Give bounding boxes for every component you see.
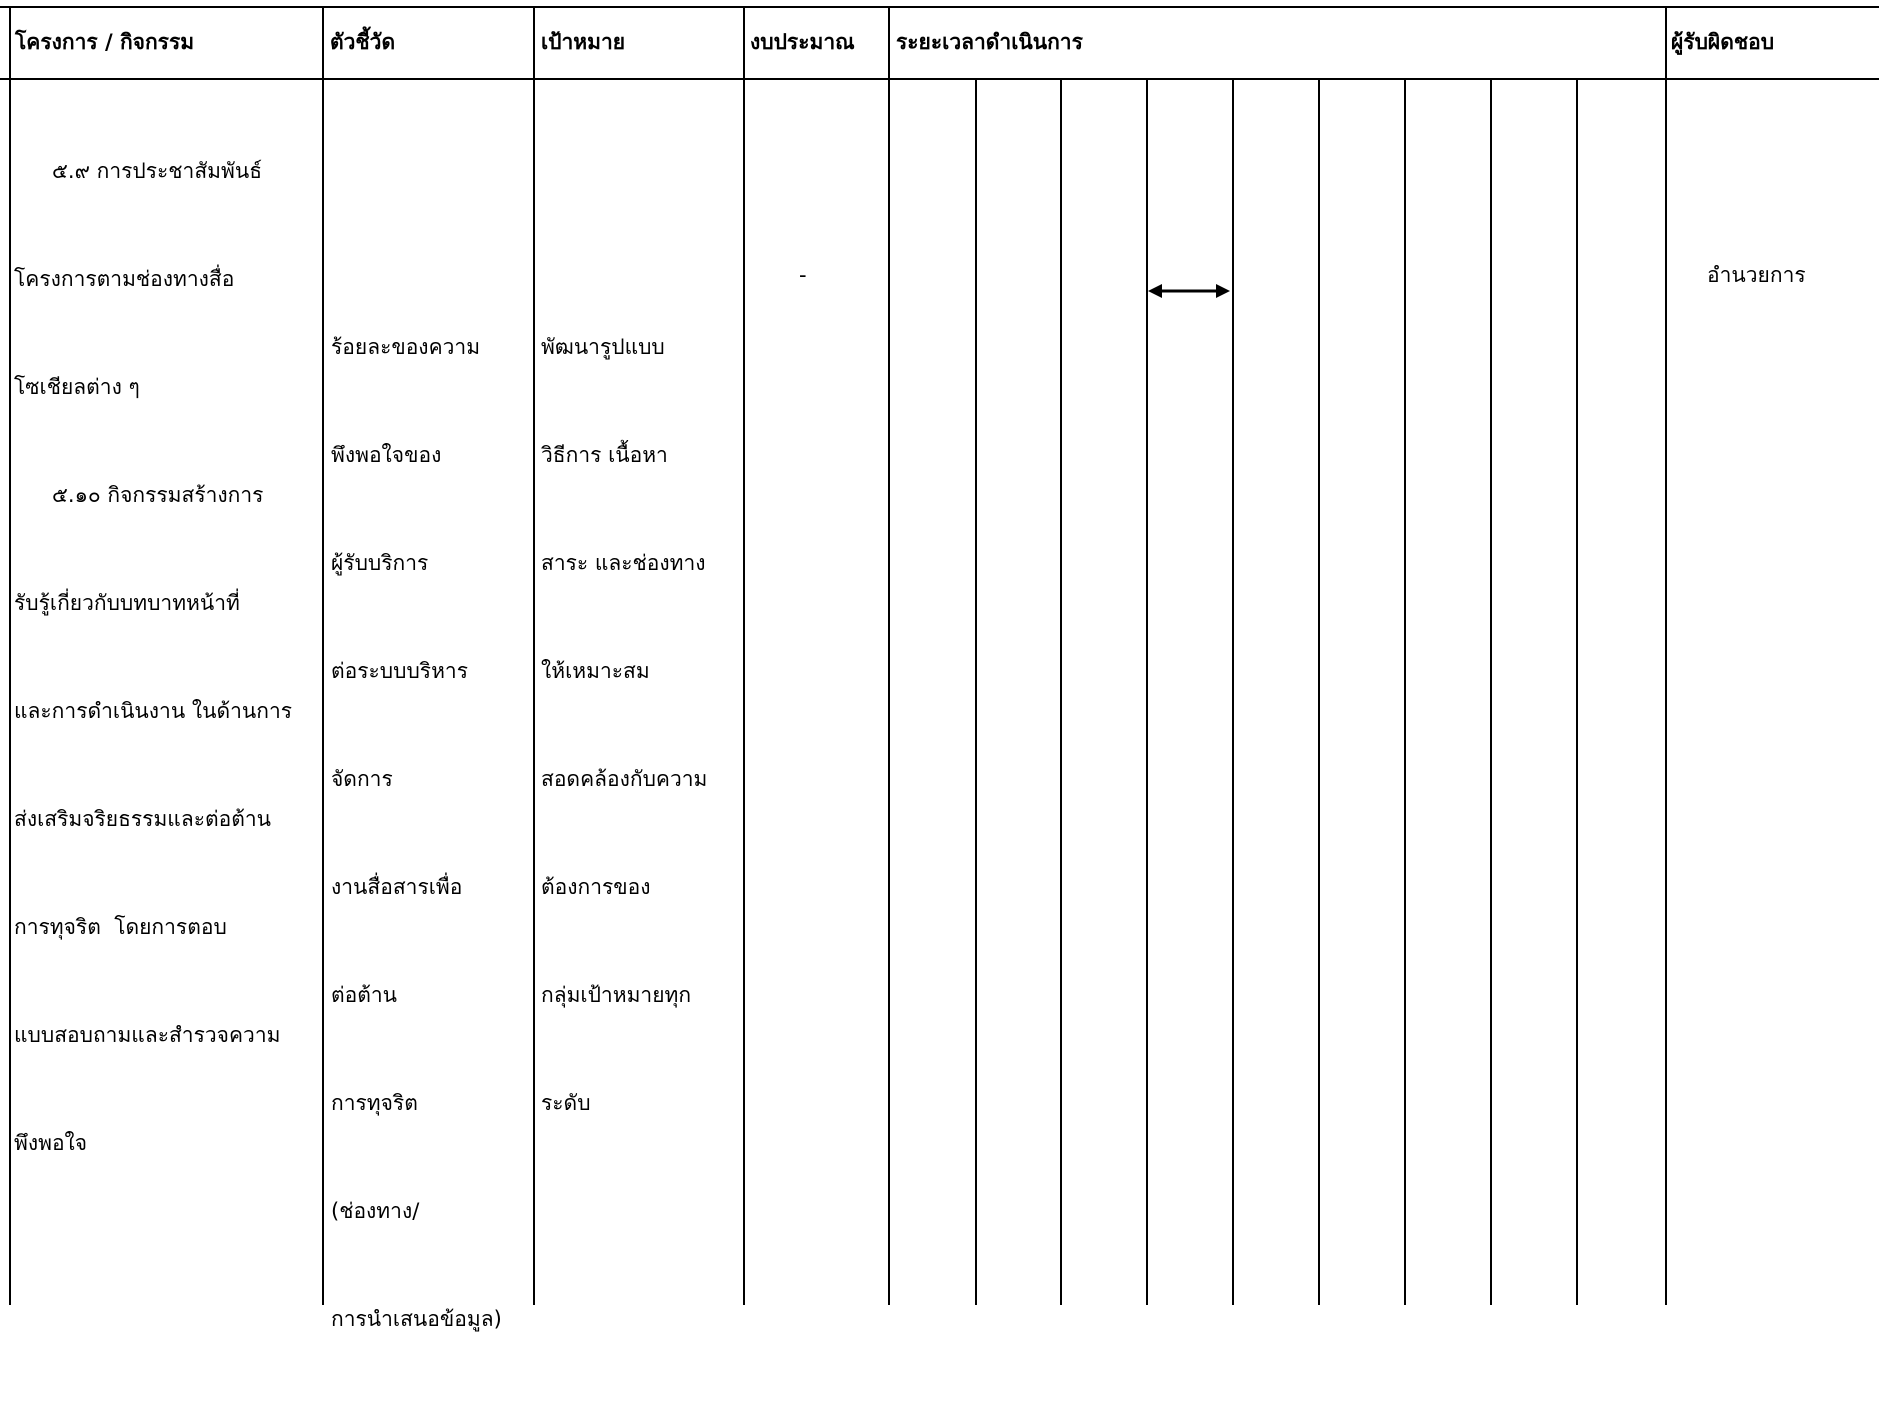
table-top-border [0,6,1879,8]
timeline-subdivider [1318,78,1320,1305]
target-line: กลุ่มเป้าหมายทุก [541,983,692,1007]
timeline-arrow-icon [1146,278,1232,304]
indicator-line: งานสื่อสารเพื่อ [331,875,463,899]
indicator-line: ต่อต้าน [331,983,398,1007]
project-line: โครงการตามช่องทางสื่อ [14,267,235,291]
target-line: ต้องการของ [541,875,651,899]
indicator-line: จัดการ [331,767,393,791]
column-divider [9,6,11,1305]
target-line: ให้เหมาะสม [541,659,650,683]
project-line: แบบสอบถามและสำรวจความ [14,1023,281,1047]
timeline-subdivider [1576,78,1578,1305]
timeline-subdivider [1060,78,1062,1305]
target-line: วิธีการ เนื้อหา [541,443,668,467]
project-line: ส่งเสริมจริยธรรมและต่อต้าน [14,807,272,831]
timeline-subdivider [1490,78,1492,1305]
project-line: ๕.๑๐ กิจกรรมสร้างการ [52,483,264,507]
header-responsible: ผู้รับผิดชอบ [1671,30,1775,54]
column-divider [743,6,745,1305]
project-line: โซเชียลต่าง ๆ [14,375,140,399]
column-divider [888,6,890,1305]
timeline-subdivider [1146,78,1148,1305]
project-line: การทุจริต โดยการตอบ [14,915,227,939]
target-line: สอดคล้องกับความ [541,767,708,791]
header-bottom-border [0,78,1879,80]
timeline-subdivider [1404,78,1406,1305]
project-line: พึงพอใจ [14,1131,88,1155]
indicator-line: พึงพอใจของ [331,443,442,467]
indicator-line: ผู้รับบริการ [331,551,429,575]
project-line: ๕.๙ การประชาสัมพันธ์ [52,159,263,183]
header-indicator: ตัวชี้วัด [330,30,396,54]
project-line: รับรู้เกี่ยวกับบทบาทหน้าที่ [14,591,240,615]
column-divider [533,6,535,1305]
target-line: พัฒนารูปแบบ [541,335,665,359]
project-line: และการดำเนินงาน ในด้านการ [14,699,293,723]
budget-value: - [799,263,807,287]
indicator-line: การทุจริต [331,1091,418,1115]
column-divider [1665,6,1667,1305]
target-line: ระดับ [541,1091,591,1115]
indicator-line: (ช่องทาง/ [331,1199,420,1223]
column-divider [322,6,324,1305]
timeline-subdivider [1232,78,1234,1305]
header-project: โครงการ / กิจกรรม [15,30,195,54]
responsible-value: อำนวยการ [1707,263,1806,287]
target-line: สาระ และช่องทาง [541,551,706,575]
indicator-line: ร้อยละของความ [331,335,481,359]
target-cell [541,257,707,1193]
project-cell [14,81,292,1233]
header-budget: งบประมาณ [750,30,855,54]
indicator-cell [331,257,502,1409]
header-timeline: ระยะเวลาดำเนินการ [896,30,1083,54]
header-target: เป้าหมาย [541,30,626,54]
indicator-line: ต่อระบบบริหาร [331,659,468,683]
indicator-line: การนำเสนอข้อมูล) [331,1307,502,1331]
timeline-subdivider [975,78,977,1305]
